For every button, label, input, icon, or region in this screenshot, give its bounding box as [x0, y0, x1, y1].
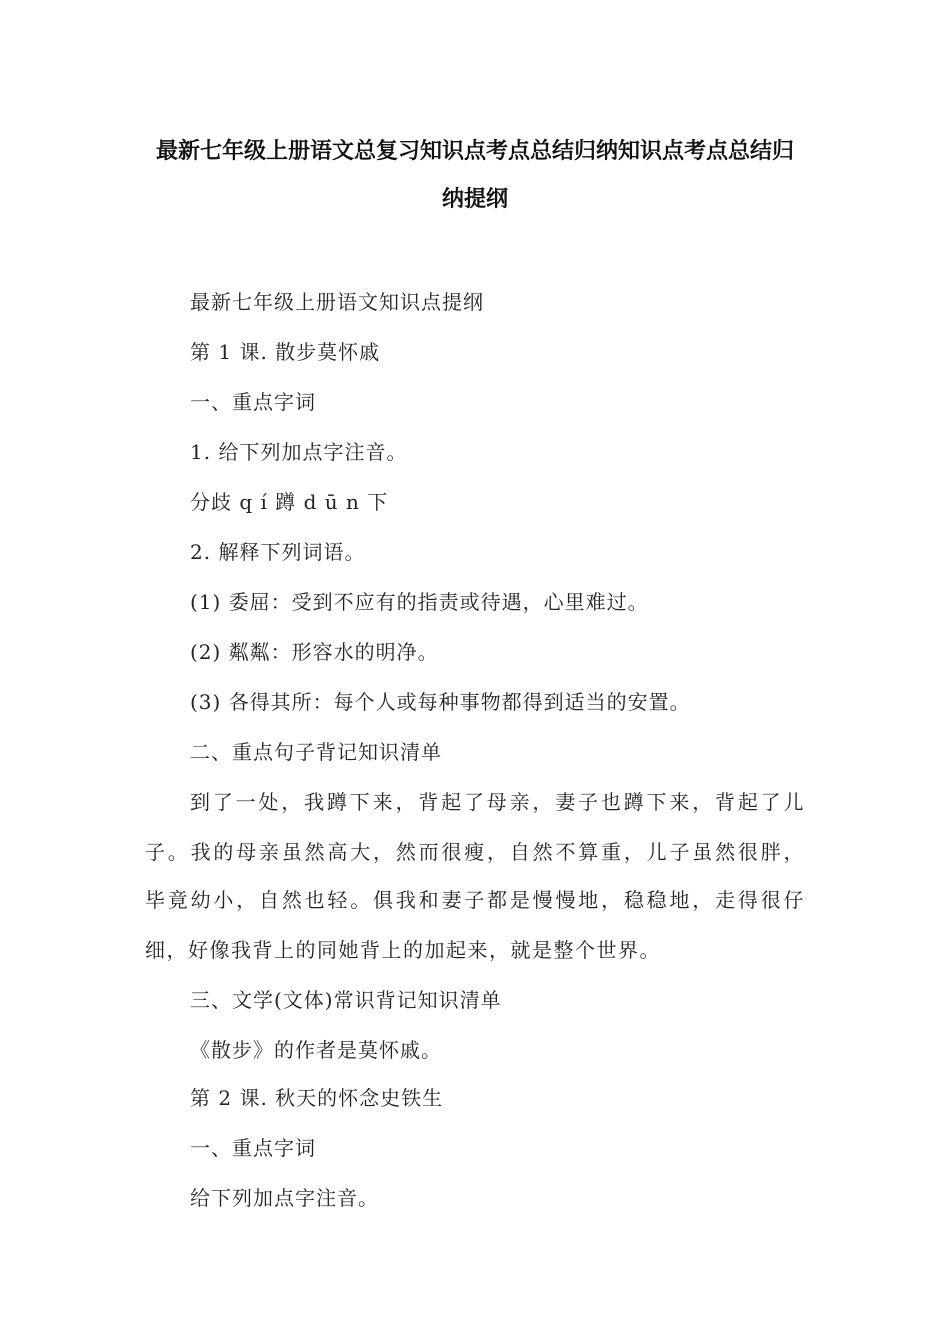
- definition-item: (3) 各得其所：每个人或每种事物都得到适当的安置。: [190, 690, 691, 714]
- paragraph-line: 到了一处，我蹲下来，背起了母亲，妻子也蹲下来，背起了儿: [190, 790, 805, 814]
- definition-item: (2) 粼粼：形容水的明净。: [190, 640, 439, 664]
- lesson-heading: 第 1 课. 散步莫怀戚: [190, 340, 381, 364]
- exercise-heading: 给下列加点字注音。: [190, 1186, 379, 1210]
- document-title-line-2: 纳提纲: [441, 187, 508, 212]
- paragraph-line: 毕竟幼小，自然也轻。俱我和妻子都是慢慢地，稳稳地，走得很仔: [145, 888, 805, 912]
- section-heading: 一、重点字词: [190, 390, 316, 414]
- definition-item: (1) 委屈：受到不应有的指责或待遇，心里难过。: [190, 590, 649, 614]
- paragraph-line: 子。我的母亲虽然高大，然而很瘦，自然不算重，儿子虽然很胖，: [145, 840, 805, 864]
- paragraph-line: 细，好像我背上的同她背上的加起来，就是整个世界。: [145, 938, 661, 962]
- body-line: 《散步》的作者是莫怀戚。: [190, 1038, 442, 1062]
- section-heading: 二、重点句子背记知识清单: [190, 740, 442, 764]
- exercise-heading: 2. 解释下列词语。: [190, 540, 366, 564]
- exercise-heading: 1. 给下列加点字注音。: [190, 440, 408, 464]
- pinyin-line: 分歧 q í 蹲 d ū n 下: [190, 490, 389, 514]
- section-heading: 三、文学(文体)常识背记知识清单: [190, 988, 502, 1012]
- lesson-heading: 第 2 课. 秋天的怀念史铁生: [190, 1086, 444, 1110]
- subtitle: 最新七年级上册语文知识点提纲: [190, 290, 484, 314]
- document-title-line-1: 最新七年级上册语文总复习知识点考点总结归纳知识点考点总结归: [155, 139, 794, 164]
- section-heading: 一、重点字词: [190, 1136, 316, 1160]
